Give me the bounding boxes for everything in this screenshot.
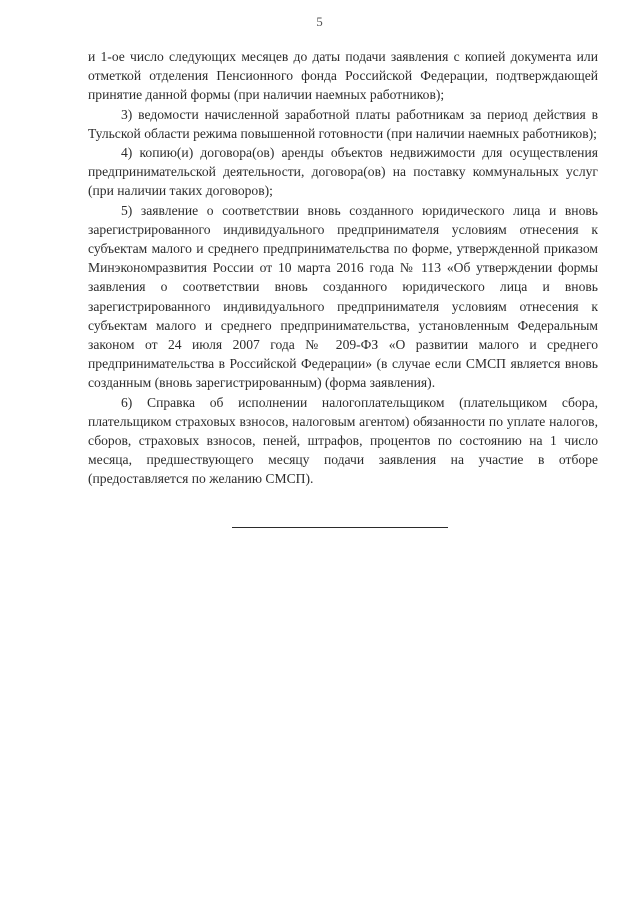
paragraph-item-3: 3) ведомости начисленной заработной платы работникам за период действия в Тульской области режима повышенной готовности (при наличии наемных работников); [88, 106, 598, 141]
end-of-document-rule [232, 527, 448, 528]
paragraph-item-5: 5) заявление о соответствии вновь созданного юридического лица и вновь зарегистрированного индивидуального предпринимателя условиям отнесения к субъектам малого и среднего предпринимательства по форме, утвержденной приказом Минэкономразвития России от 10 марта 2016 года № 113 «Об утверждении формы заявления о соответствии вновь созданного юридического лица и вновь зарегистрированного индивидуального предпринимателя условиям отнесения к субъектам малого и среднего предпринимательства, установленным Федеральным законом от 24 июля 2007 года № 209-ФЗ «О развитии малого и среднего предпринимательства в Российской Федерации» (в случае если СМСП является вновь созданным (вновь зарегистрированным) (форма заявления). [88, 202, 598, 391]
paragraph-item-6: 6) Справка об исполнении налогоплательщиком (плательщиком сбора, плательщиком страховых взносов, налоговым агентом) обязанности по уплате налогов, сборов, страховых взносов, пеней, штрафов, процентов по состоянию на 1 число месяца, предшествующего месяцу подачи заявления на участие в отборе (предоставляется по желанию СМСП). [88, 394, 598, 487]
paragraph-item-4: 4) копию(и) договора(ов) аренды объектов недвижимости для осуществления предпринимательской деятельности, договора(ов) на поставку коммунальных услуг (при наличии таких договоров); [88, 145, 598, 199]
document-body [88, 47, 598, 489]
paragraph-continuation: и 1-ое число следующих месяцев до даты подачи заявления с копией документа или отметкой отделения Пенсионного фонда Российской Федерации, подтверждающей принятие данной формы (при наличии наемных работников); [88, 49, 598, 103]
page-number: 5 [316, 14, 323, 29]
